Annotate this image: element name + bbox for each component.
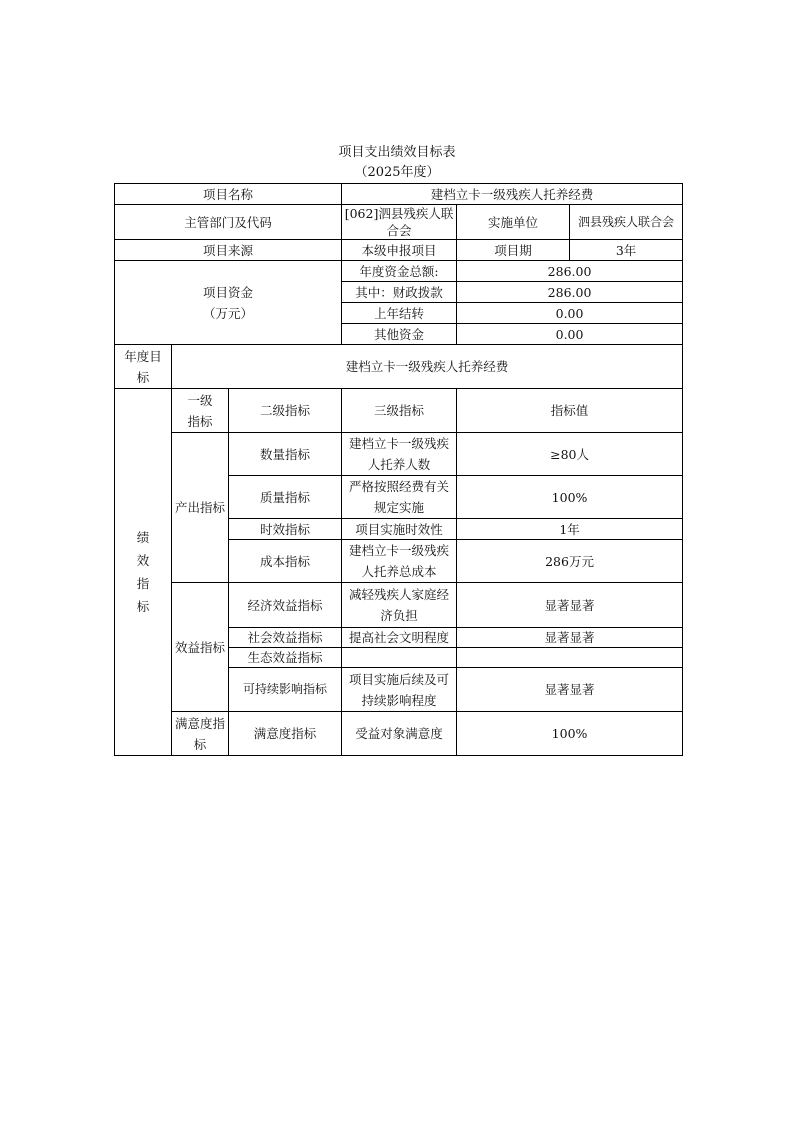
level2-cell: 质量指标	[229, 476, 342, 519]
level2-cell: 经济效益指标	[229, 583, 342, 628]
funds-label-line1: 项目资金	[203, 284, 254, 300]
performance-goal-table	[114, 183, 683, 756]
value-cell: 286万元	[457, 540, 683, 583]
annual-goal-label: 年度目标	[115, 345, 172, 389]
row-project-name	[115, 184, 683, 205]
funds-carryover-label: 上年结转	[342, 303, 457, 324]
level3-cell: 受益对象满意度	[342, 712, 457, 756]
value-cell: 显著显著	[457, 668, 683, 712]
funds-label	[115, 261, 342, 345]
project-name-label: 项目名称	[115, 184, 342, 205]
level3-cell: 提高社会文明程度	[342, 628, 457, 648]
row-source	[115, 240, 683, 261]
source-label: 项目来源	[115, 240, 342, 261]
level3-cell: 严格按照经费有关规定实施	[342, 476, 457, 519]
page-subtitle: （2025年度）	[354, 165, 440, 180]
header-value: 指标值	[457, 389, 683, 433]
indicators-side-label	[115, 389, 172, 756]
header-level3: 三级指标	[342, 389, 457, 433]
funds-total-label: 年度资金总额:	[342, 261, 457, 282]
level2-cell: 社会效益指标	[229, 628, 342, 648]
header-level1: 一级指标	[172, 389, 229, 433]
impl-value: 泗县残疾人联合会	[570, 205, 683, 240]
level2-cell: 成本指标	[229, 540, 342, 583]
source-value: 本级申报项目	[342, 240, 457, 261]
value-cell: 显著显著	[457, 628, 683, 648]
level3-cell: 建档立卡一级残疾人托养人数	[342, 433, 457, 476]
page-title: 项目支出绩效目标表	[338, 145, 456, 160]
indicators-side-label-text: 绩效指标	[136, 530, 150, 614]
period-label: 项目期	[457, 240, 570, 261]
dept-value: [062]泗县残疾人联合会	[342, 205, 457, 240]
funds-carryover-value: 0.00	[457, 303, 683, 324]
group-benefit-label: 效益指标	[172, 583, 229, 712]
header-level2: 二级指标	[229, 389, 342, 433]
level2-cell: 生态效益指标	[229, 648, 342, 668]
value-cell: 1年	[457, 519, 683, 540]
row-dept	[115, 205, 683, 240]
group-output-label: 产出指标	[172, 433, 229, 583]
annual-goal-value: 建档立卡一级残疾人托养经费	[172, 345, 683, 389]
funds-other-label: 其他资金	[342, 324, 457, 345]
project-name-value: 建档立卡一级残疾人托养经费	[342, 184, 683, 205]
level2-cell: 时效指标	[229, 519, 342, 540]
impl-label: 实施单位	[457, 205, 570, 240]
level3-cell	[342, 648, 457, 668]
funds-fiscal-value: 286.00	[457, 282, 683, 303]
value-cell: 100%	[457, 712, 683, 756]
value-cell: 显著显著	[457, 583, 683, 628]
level2-cell: 满意度指标	[229, 712, 342, 756]
funds-total-value: 286.00	[457, 261, 683, 282]
table-row	[115, 433, 683, 476]
period-value: 3年	[570, 240, 683, 261]
table-row	[115, 583, 683, 628]
level3-cell: 项目实施时效性	[342, 519, 457, 540]
value-cell	[457, 648, 683, 668]
level3-cell: 减轻残疾人家庭经济负担	[342, 583, 457, 628]
row-indicator-headers	[115, 389, 683, 433]
value-cell: ≥80人	[457, 433, 683, 476]
row-funds-total	[115, 261, 683, 282]
level2-cell: 可持续影响指标	[229, 668, 342, 712]
group-satisfaction-label: 满意度指标	[172, 712, 229, 756]
value-cell: 100%	[457, 476, 683, 519]
level2-cell: 数量指标	[229, 433, 342, 476]
funds-other-value: 0.00	[457, 324, 683, 345]
table-row	[115, 712, 683, 756]
level3-cell: 项目实施后续及可持续影响程度	[342, 668, 457, 712]
dept-label: 主管部门及代码	[115, 205, 342, 240]
funds-fiscal-label: 其中：财政拨款	[342, 282, 457, 303]
funds-label-line2: （万元）	[203, 305, 254, 321]
level3-cell: 建档立卡一级残疾人托养总成本	[342, 540, 457, 583]
row-annual-goal	[115, 345, 683, 389]
